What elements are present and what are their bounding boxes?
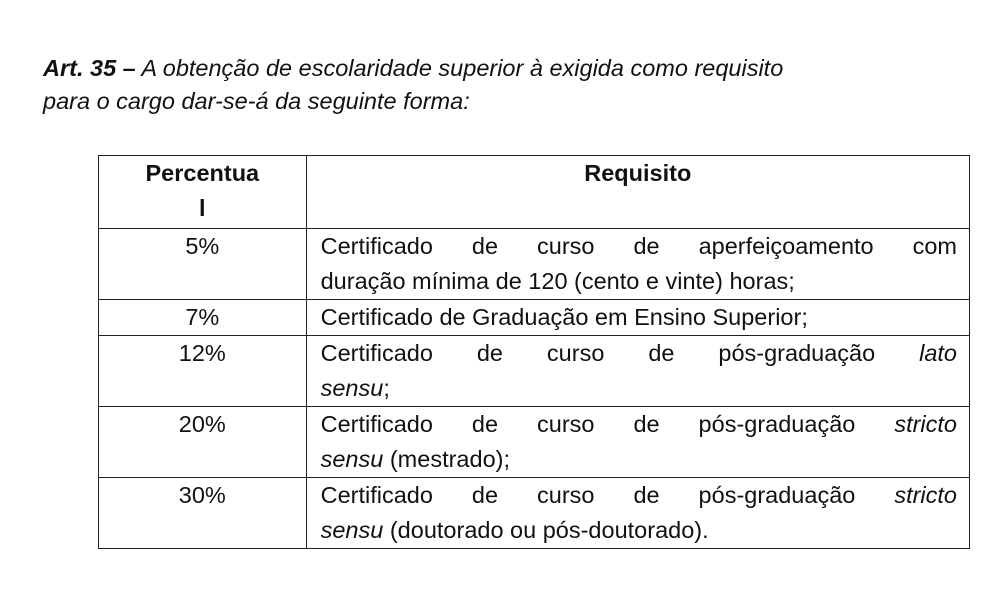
requirement-italic-term: sensu [320,517,384,543]
row-requirement [306,407,969,478]
row-percent: 30% [99,478,307,549]
article-paragraph [43,52,943,118]
row-requirement [306,229,969,300]
row-requirement [306,336,969,407]
row-percent: 12% [99,336,307,407]
requirement-line [321,513,957,548]
requirement-line [321,442,957,477]
article-text-line-2: para o cargo dar-se-á da seguinte forma: [43,88,470,114]
header-percentual-line-2: l [199,195,206,221]
article-text-line-1: A obtenção de escolaridade superior à exigida como requisito [141,55,784,81]
requirement-text: (mestrado); [383,446,510,472]
requirement-line [321,478,957,513]
requirement-line: Certificado de curso de aperfeiçoamento com [320,233,957,259]
requirement-line [321,371,957,406]
row-requirement [306,300,969,336]
table-row [99,229,970,300]
requirement-line [321,407,957,442]
table-row [99,478,970,549]
requirements-table [98,155,970,549]
requirement-text: ; [383,375,390,401]
row-percent: 20% [99,407,307,478]
header-percentual [99,156,307,229]
table-header-row [99,156,970,229]
requirement-italic-term: sensu [320,375,384,401]
row-percent: 5% [99,229,307,300]
article-label: Art. 35 – [43,55,136,81]
table-row [99,300,970,336]
requirement-italic-term: stricto [894,411,958,437]
table-row [99,336,970,407]
row-requirement [306,478,969,549]
requirement-text: (doutorado ou pós-doutorado). [383,517,709,543]
requirement-line [321,336,957,371]
requirement-text: Certificado de curso de pós-graduação [320,340,876,366]
article-line-1 [43,52,943,85]
header-requisito: Requisito [306,156,969,229]
table-row [99,407,970,478]
requirement-italic-term: stricto [894,482,958,508]
requirement-italic-term: sensu [320,446,384,472]
requirement-text: Certificado de curso de pós-graduação [320,482,856,508]
requirement-line: Certificado de Graduação em Ensino Superior; [320,304,808,330]
requirement-text: Certificado de curso de pós-graduação [320,411,856,437]
row-percent: 7% [99,300,307,336]
header-percentual-line-1: Percentua [145,160,260,186]
requirement-italic-term: lato [919,340,957,366]
requirement-line: duração mínima de 120 (cento e vinte) horas; [320,268,795,294]
